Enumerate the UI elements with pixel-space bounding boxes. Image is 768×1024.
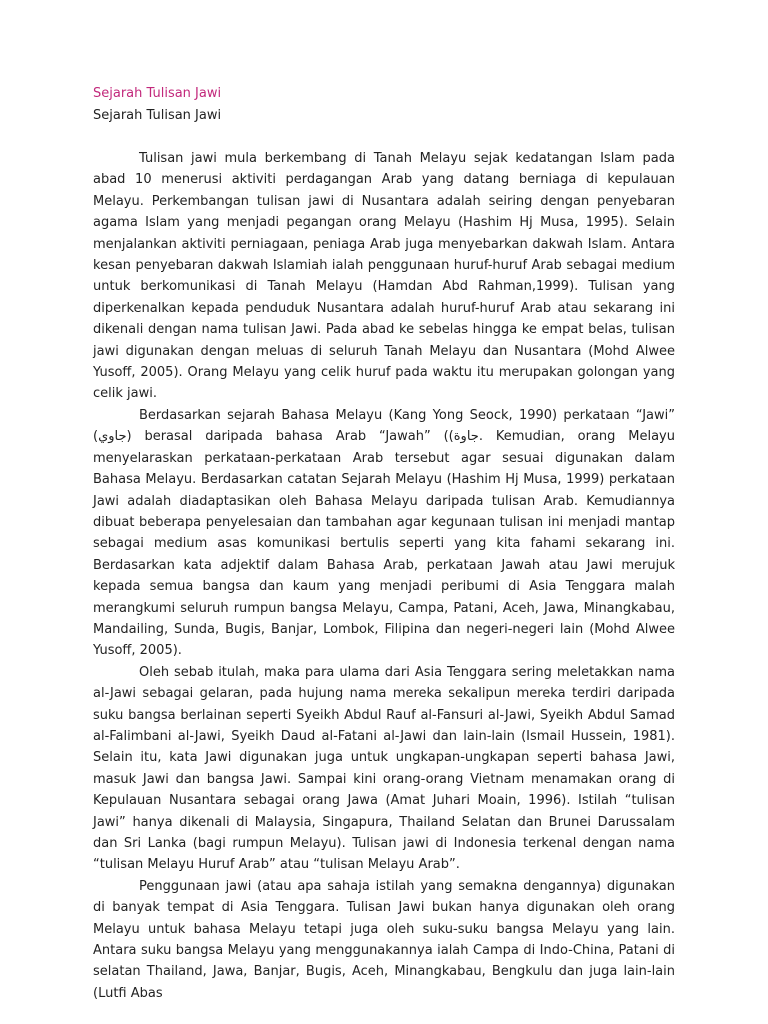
paragraph-1: Tulisan jawi mula berkembang di Tanah Melayu sejak kedatangan Islam pada abad 10 menerusi aktiviti perdagangan Arab yang datang berniaga di kepulauan Melayu. Perkembangan tulisan jawi di Nusantara adalah seiring dengan penyebaran agama Islam yang menjadi pegangan orang Melayu (Hashim Hj Musa, 1995). Selain menjalankan aktiviti perniagaan, peniaga Arab juga menyebarkan dakwah Islam. Antara kesan penyebaran dakwah Islamiah ialah penggunaan huruf-huruf Arab sebagai medium untuk berkomunikasi di Tanah Melayu (Hamdan Abd Rahman,1999). Tulisan yang diperkenalkan kepada penduduk Nusantara adalah huruf-huruf Arab atau sekarang ini dikenali dengan nama tulisan Jawi. Pada abad ke sebelas hingga ke empat belas, tulisan jawi digunakan dengan meluas di seluruh Tanah Melayu dan Nusantara (Mohd Alwee Yusoff, 2005). Orang Melayu yang celik huruf pada waktu itu merupakan golongan yang celik jawi. xyxy=(93,151,675,402)
document-body xyxy=(93,148,675,1004)
paragraph-2-part-2: ) berasal daripada bahasa Arab “Jawah” (( xyxy=(126,429,454,445)
paragraph-2 xyxy=(93,405,675,662)
arabic-word-jawah: جاوة xyxy=(453,429,479,445)
paragraph-3: Oleh sebab itulah, maka para ulama dari Asia Tenggara sering meletakkan nama al-Jawi sebagai gelaran, pada hujung nama mereka sekalipun mereka terdiri daripada suku bangsa berlainan seperti Syeikh Abdul Rauf al-Fansuri al-Jawi, Syeikh Abdul Samad al-Falimbani al-Jawi, Syeikh Daud al-Fatani al-Jawi dan lain-lain (Ismail Hussein, 1981). Selain itu, kata Jawi digunakan juga untuk ungkapan-ungkapan seperti bahasa Jawi, masuk Jawi dan bangsa Jawi. Sampai kini orang-orang Vietnam menamakan orang di Kepulauan Nusantara sebagai orang Jawa (Amat Juhari Moain, 1996). Istilah “tulisan Jawi” hanya dikenali di Malaysia, Singapura, Thailand Selatan dan Brunei Darussalam dan Sri Lanka (bagi rumpun Melayu). Tulisan jawi di Indonesia terkenal dengan nama “tulisan Melayu Huruf Arab” atau “tulisan Melayu Arab”. xyxy=(93,664,675,873)
paragraph-4: Penggunaan jawi (atau apa sahaja istilah yang semakna dengannya) digunakan di banyak tempat di Asia Tenggara. Tulisan Jawi bukan hanya digunakan oleh orang Melayu untuk bahasa Melayu tetapi juga oleh suku-suku bangsa Melayu yang lain. Antara suku bangsa Melayu yang menggunakannya ialah Campa di Indo-China, Patani di selatan Thailand, Jawa, Banjar, Bugis, Aceh, Minangkabau, Bengkulu dan juga lain-lain (Lutfi Abas xyxy=(93,878,675,1001)
document-title: Sejarah Tulisan Jawi xyxy=(93,108,222,123)
paragraph-2-part-3: . Kemudian, orang Melayu menyelaraskan perkataan-perkataan Arab tersebut agar sesuai digunakan dalam Bahasa Melayu. Berdasarkan catatan Sejarah Melayu (Hashim Hj Musa, 1999) perkataan Jawi adalah diadaptasikan oleh Bahasa Melayu daripada tulisan Arab. Kemudiannya dibuat beberapa penyelesaian dan tambahan agar kegunaan tulisan ini menjadi mantap sebagai medium asas komunikasi bertulis seperti yang kita fahami sekarang ini. Berdasarkan kata adjektif dalam Bahasa Arab, perkataan Jawah atau Jawi merujuk kepada semua bangsa dan kaum yang menjadi peribumi di Asia Tenggara malah merangkumi seluruh rumpun bangsa Melayu, Campa, Patani, Aceh, Jawa, Minangkabau, Mandailing, Sunda, Bugis, Banjar, Lombok, Filipina dan negeri-negeri lain (Mohd Alwee Yusoff, 2005). xyxy=(93,429,675,659)
paragraph-2-part-1: Berdasarkan sejarah Bahasa Melayu (Kang Yong Seock, 1990) perkataan “Jawi” ( xyxy=(93,407,675,445)
arabic-word-jawi: جاوي xyxy=(98,429,127,445)
document-title-link[interactable]: Sejarah Tulisan Jawi xyxy=(93,86,222,101)
